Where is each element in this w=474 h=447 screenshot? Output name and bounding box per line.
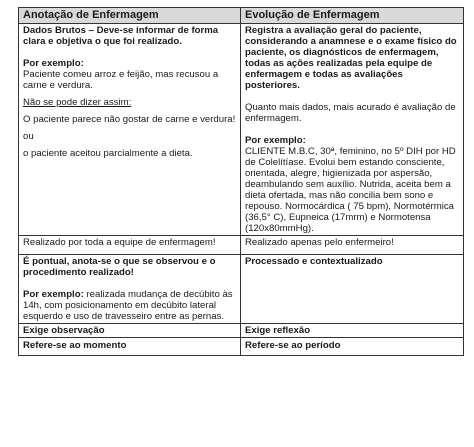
table-row <box>19 338 464 356</box>
cell-evolucao-description <box>241 24 464 236</box>
comparison-table <box>18 7 464 356</box>
cell-anotacao-description <box>19 24 241 236</box>
table-row <box>19 324 464 338</box>
anotacao-intro: Dados Brutos – Deve-se informar de forma clara e objetiva o que foi realizado. <box>23 25 219 47</box>
table-row <box>19 255 464 324</box>
header-evolucao: Evolução de Enfermagem <box>241 8 464 24</box>
not-allowed-label: Não se pode dizer assim: <box>23 97 132 108</box>
anotacao-example-text: Paciente comeu arroz e feijão, mas recusou a carne e verdura. <box>23 69 219 91</box>
evolucao-example-text: CLIENTE M.B.C, 30ª, feminino, no 5º DIH por HD de Colelítíase. Evolui bem estando consciente, orientada, alegre, higienizada por aspersão, deambulando sem auxílio. Nutrida, aceita bem a dieta ofertada, mas não concilia bem sono e repouso. Normocárdica ( 75 bpm), Normotérmica (36,5° C), Eupneica (17mrm) e Normotensa (120x80mmHg). <box>245 146 456 234</box>
anotacao-nature-example <box>23 289 237 322</box>
anotacao-nature-intro: É pontual, anota-se o que se observou e o procedimento realizado! <box>23 256 216 278</box>
cell-evolucao-time: Refere-se ao período <box>241 338 464 356</box>
evolucao-example-label: Por exemplo: <box>245 135 306 146</box>
evolucao-note: Quanto mais dados, mais acurado é avaliação de enfermagem. <box>245 102 456 124</box>
not-allowed-example: O paciente parece não gostar de carne e verdura! <box>23 114 236 125</box>
cell-evolucao-requirement: Exige reflexão <box>241 324 464 338</box>
anotacao-example-label: Por exemplo: <box>23 58 84 69</box>
cell-anotacao-requirement: Exige observação <box>19 324 241 338</box>
cell-evolucao-performer: Realizado apenas pelo enfermeiro! <box>241 236 464 255</box>
not-allowed-example-2: o paciente aceitou parcialmente a dieta. <box>23 148 193 159</box>
cell-evolucao-nature: Processado e contextualizado <box>241 255 464 324</box>
header-row <box>19 8 464 24</box>
or-text: ou <box>23 131 34 142</box>
cell-anotacao-performer: Realizado por toda a equipe de enfermagem! <box>19 236 241 255</box>
evolucao-intro: Registra a avaliação geral do paciente, considerando a anamnese e o exame físico do paciente, os diagnósticos de enfermagem, todas as ações realizadas pela equipe de enfermagem e todas as avaliações posteriores. <box>245 25 457 91</box>
table-row <box>19 236 464 255</box>
nature-example-label: Por exemplo: <box>23 289 84 300</box>
table-row <box>19 24 464 236</box>
cell-anotacao-time: Refere-se ao momento <box>19 338 241 356</box>
cell-anotacao-nature <box>19 255 241 324</box>
header-anotacao: Anotação de Enfermagem <box>19 8 241 24</box>
nature-example-text: realizada mudança de decúbito às 14h, com posicionamento em decúbito lateral esquerdo e uso de travesseiro entre as pernas. <box>23 289 233 322</box>
